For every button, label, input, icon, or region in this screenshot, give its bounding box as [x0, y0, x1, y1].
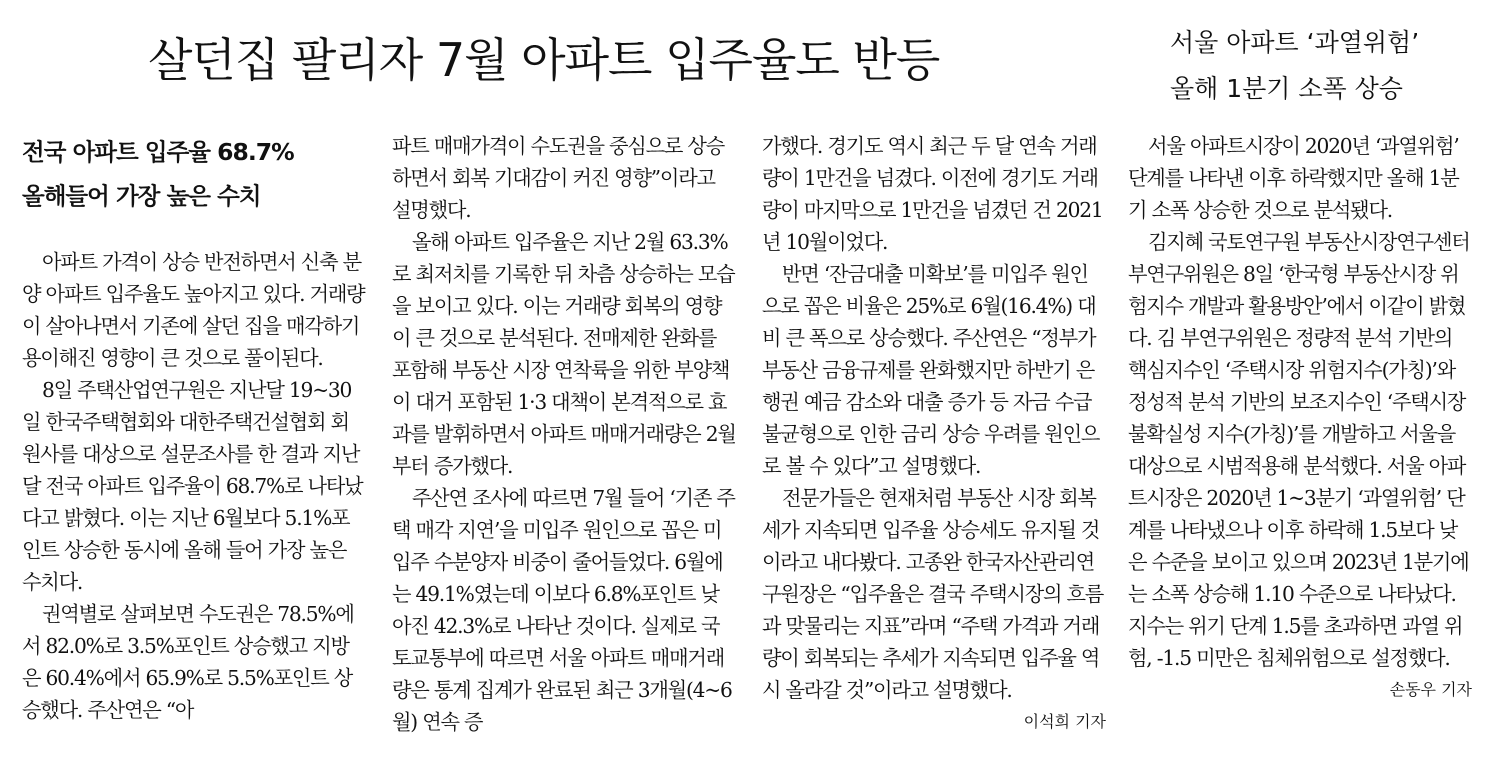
paragraph — [1128, 226, 1472, 699]
subheadline-line-2: 올해들어 가장 높은 수치 — [22, 182, 261, 210]
side-headline — [1170, 20, 1470, 112]
paragraph-continued: 가했다. 경기도 역시 최근 두 달 연속 거래량이 1만건을 넘겼다. 이전에 경기도 거래량이 마지막으로 1만건을 넘겼던 건 2021년 10월이었다. — [762, 134, 1103, 254]
paragraph: 아파트 가격이 상승 반전하면서 신축 분양 아파트 입주율도 높아지고 있다. 거래량이 살아나면서 기존에 살던 집을 매각하기 용이해진 영향이 큰 것으로 풀이된다. — [22, 250, 365, 370]
subheadline-line-1: 전국 아파트 입주율 68.7% — [22, 138, 294, 166]
article-column-3 — [762, 130, 1106, 778]
paragraph: 올해 아파트 입주율은 지난 2월 63.3%로 최저치를 기록한 뒤 차츰 상승하는 모습을 보이고 있다. 이는 거래량 회복의 영향이 큰 것으로 분석된다. 전매제한 완화를 포함해 부동산 시장 연착륙을 위한 부양책이 대거 포함된 1·3 대책이 본격적으로 효과를 발휘하면서 아파트 매매거래량은 2월부터 증가했다. — [392, 230, 736, 478]
paragraph: 권역별로 살펴보면 수도권은 78.5%에서 82.0%로 3.5%포인트 상승했고 지방은 60.4%에서 65.9%로 5.5%포인트 상승했다. 주산연은 “아 — [22, 602, 354, 722]
side-headline-line-1: 서울 아파트 ‘과열위험’ — [1170, 28, 1420, 57]
subheadline — [22, 130, 366, 218]
paragraph: 반면 ‘잔금대출 미확보’를 미입주 원인으로 꼽은 비율은 25%로 6월(16.4%) 대비 큰 폭으로 상승했다. 주산연은 “정부가 부동산 금융규제를 완화했지만 하반기 은행권 예금 감소와 대출 증가 등 자금 수급 불균형으로 인한 금리 상승 우려를 원인으로 볼 수 있다”고 설명했다. — [762, 262, 1100, 478]
paragraph — [762, 482, 1106, 731]
paragraph-text: 김지혜 국토연구원 부동산시장연구센터 부연구위원은 8일 ‘한국형 부동산시장 위험지수 개발과 활용방안’에서 이같이 밝혔다. 김 부연구위원은 정량적 분석 기반의 핵심지수인 ‘주택시장 위험지수(가칭)’와 정성적 분석 기반의 보조지수인 ‘주택시장 불확실성 지수(가칭)’를 개발하고 서울을 대상으로 시범적용해 분석했다. 서울 아파트시장은 2020년 1~3분기 ‘과열위험’ 단계를 나타냈으나 이후 하락해 1.5보다 낮은 수준을 보이고 있으며 2023년 1분기에는 소폭 상승해 1.10 수준으로 나타났다. 지수는 위기 단계 1.5를 초과하면 과열 위험, -1.5 미만은 침체위험으로 설정했다. — [1128, 230, 1470, 670]
paragraph-text: 전문가들은 현재처럼 부동산 시장 회복세가 지속되면 입주율 상승세도 유지될 것이라고 내다봤다. 고종완 한국자산관리연구원장은 “입주율은 결국 주택시장의 흐름과 맞물리는 지표”라며 “주택 가격과 거래량이 회복되는 추세가 지속되면 입주율 역시 올라갈 것”이라고 설명했다. — [762, 486, 1104, 702]
byline: 이석희 기자 — [1023, 712, 1106, 731]
headline: 살던집 팔리자 7월 아파트 입주율도 반등 — [148, 33, 940, 87]
paragraph: 주산연 조사에 따르면 7월 들어 ‘기존 주택 매각 지연’을 미입주 원인으로 꼽은 미입주 수분양자 비중이 줄어들었다. 6월에는 49.1%였는데 이보다 6.8%포인트 낮아진 42.3%로 나타난 것이다. 실제로 국토교통부에 따르면 서울 아파트 매매거래량은 통계 집계가 완료된 최근 3개월(4~6월) 연속 증 — [392, 486, 735, 734]
paragraph-continued: 파트 매매가격이 수도권을 중심으로 상승하면서 회복 기대감이 커진 영향”이라고 설명했다. — [392, 134, 724, 222]
paragraph: 8일 주택산업연구원은 지난달 19~30일 한국주택협회와 대한주택건설협회 회원사를 대상으로 설문조사를 한 결과 지난달 전국 아파트 입주율이 68.7%로 나타났다고 밝혔다. 이는 지난 6월보다 5.1%포인트 상승한 동시에 올해 들어 가장 높은 수치다. — [22, 378, 363, 594]
byline: 손동우 기자 — [1389, 680, 1472, 699]
article-column-1 — [22, 130, 366, 778]
paragraph: 서울 아파트시장이 2020년 ‘과열위험’ 단계를 나타낸 이후 하락했지만 올해 1분기 소폭 상승한 것으로 분석됐다. — [1128, 134, 1459, 222]
article-column-4 — [1128, 130, 1472, 778]
article-column-2 — [392, 130, 736, 778]
side-headline-line-2: 올해 1분기 소폭 상승 — [1170, 74, 1403, 103]
